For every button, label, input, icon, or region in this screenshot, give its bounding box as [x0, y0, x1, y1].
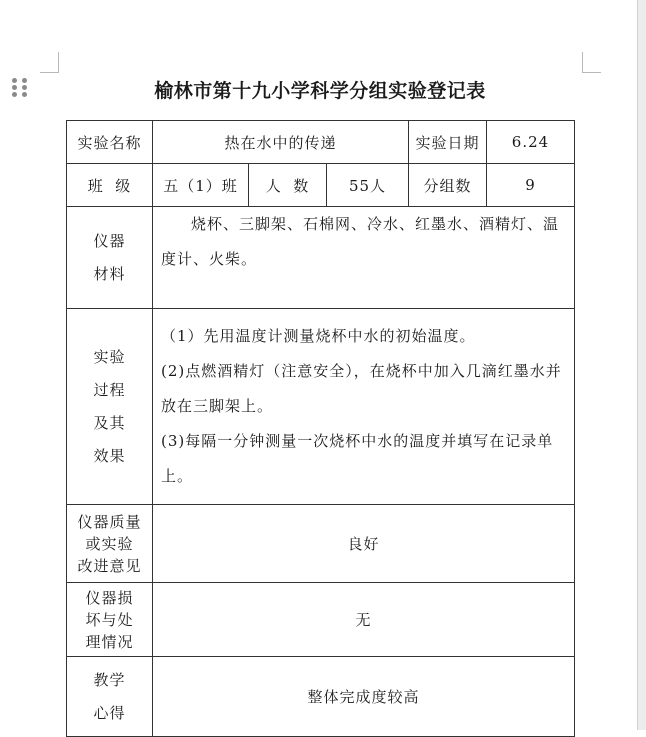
class-value: 五（1）班 [153, 164, 249, 207]
process-label [67, 309, 153, 505]
document-title: 榆林市第十九小学科学分组实验登记表 [154, 80, 486, 102]
headcount-value: 55人 [327, 164, 409, 207]
table-row [67, 505, 575, 583]
damage-label [67, 583, 153, 657]
class-label: 班 级 [67, 164, 153, 207]
damage-label-line: 理情况 [85, 632, 134, 651]
process-label-line: 及其 [93, 413, 126, 432]
teaching-value: 整体完成度较高 [153, 657, 575, 737]
drag-handle-icon[interactable] [12, 78, 26, 100]
table-row [67, 207, 575, 309]
materials-label-line: 材料 [93, 264, 126, 283]
materials-text [153, 207, 575, 309]
crop-mark-top-left [40, 52, 59, 73]
page-edge [637, 0, 638, 730]
teaching-label [67, 657, 153, 737]
groups-label: 分组数 [409, 164, 487, 207]
quality-label-line: 或实验 [85, 534, 134, 553]
experiment-name-value: 热在水中的传递 [153, 121, 409, 164]
damage-label-line: 仪器损 [85, 588, 134, 607]
process-label-line: 实验 [93, 347, 126, 366]
quality-value: 良好 [153, 505, 575, 583]
process-label-line: 过程 [93, 380, 126, 399]
experiment-name-label: 实验名称 [67, 121, 153, 164]
materials-paragraph: 烧杯、三脚架、石棉网、冷水、红墨水、酒精灯、温度计、火柴。 [161, 215, 560, 268]
process-step: (2)点燃酒精灯（注意安全），在烧杯中加入几滴红墨水并放在三脚架上。 [161, 362, 562, 415]
materials-label [67, 207, 153, 309]
table-row [67, 657, 575, 737]
materials-label-line: 仪器 [93, 231, 126, 250]
groups-value: 9 [487, 164, 575, 207]
headcount-label: 人 数 [249, 164, 327, 207]
teaching-label-line: 教学 [93, 670, 126, 689]
quality-label-line: 改进意见 [77, 556, 142, 575]
process-step: (3)每隔一分钟测量一次烧杯中水的温度并填写在记录单上。 [161, 432, 554, 485]
damage-label-line: 坏与处 [85, 610, 134, 629]
teaching-label-line: 心得 [93, 703, 126, 722]
process-step: （1）先用温度计测量烧杯中水的初始温度。 [161, 327, 476, 345]
table-row [67, 583, 575, 657]
experiment-register-table [66, 120, 575, 737]
experiment-date-value: 6.24 [487, 121, 575, 164]
table-row [67, 121, 575, 164]
experiment-date-label: 实验日期 [409, 121, 487, 164]
process-label-line: 效果 [93, 446, 126, 465]
table-row [67, 164, 575, 207]
crop-mark-top-right [582, 52, 601, 73]
damage-value: 无 [153, 583, 575, 657]
page-shadow [638, 0, 646, 730]
table-row [67, 309, 575, 505]
quality-label [67, 505, 153, 583]
quality-label-line: 仪器质量 [77, 512, 142, 531]
process-text [153, 309, 575, 505]
